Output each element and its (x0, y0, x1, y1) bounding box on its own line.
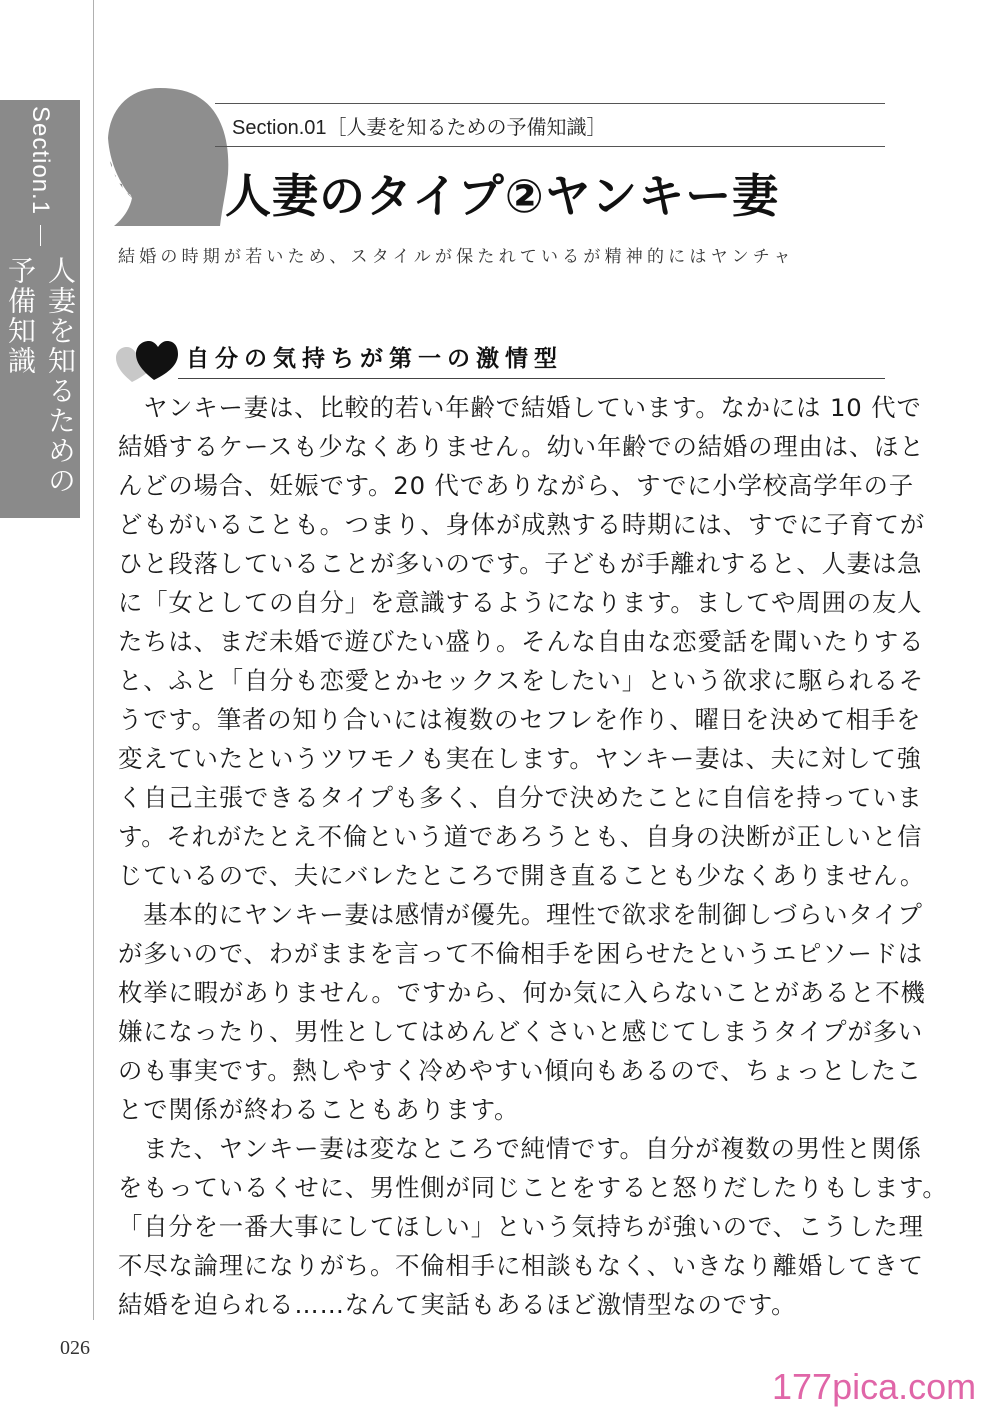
body-line: 結婚を迫られる……なんて実話もあるほど激情型なのです。 (118, 1290, 797, 1319)
body-line: す。それがたとえ不倫という道であろうとも、自身の決断が正しいと信 (118, 822, 923, 851)
body-line: ひと段落していることが多いのです。子どもが手離れすると、人妻は急 (118, 549, 923, 578)
body-line: が多いので、わがままを言って不倫相手を困らせたというエピソードは (118, 939, 924, 968)
section-label: Section.01［人妻を知るための予備知識］ (232, 117, 607, 139)
header-rule-top (215, 103, 885, 104)
body-line: に「女としての自分」を意識するようになります。ましてや周囲の友人 (118, 588, 923, 617)
body-line: 「自分を一番大事にしてほしい」という気持ちが強いので、こうした理 (118, 1212, 924, 1241)
body-line: ヤンキー妻は、比較的若い年齢で結婚しています。なかには 10 代で (118, 393, 922, 422)
body-line: たちは、まだ未婚で遊びたい盛り。そんな自由な恋愛話を聞いたりする (118, 627, 925, 656)
body-line: うです。筆者の知り合いには複数のセフレを作り、曜日を決めて相手を (118, 705, 922, 734)
body-line: とで関係が終わることもあります。 (118, 1095, 520, 1124)
body-line: 結婚するケースも少なくありません。幼い年齢での結婚の理由は、ほと (118, 432, 925, 461)
body-line: のも事実です。熱しやすく冷めやすい傾向もあるので、ちょっとしたこ (118, 1056, 922, 1085)
body-line: どもがいることも。つまり、身体が成熟する時期には、すでに子育てが (118, 510, 926, 539)
watermark: 177pica.com (772, 1366, 977, 1407)
side-tab-chapter-title: 人妻を知るための予備知識 (4, 255, 77, 496)
body-line: んどの場合、妊娠です。20 代でありながら、すでに小学校高学年の子 (118, 471, 915, 500)
body-line: 不尽な論理になりがち。不倫相手に相談もなく、いきなり離婚してきて (118, 1251, 924, 1280)
page-subtitle: 結婚の時期が若いため、スタイルが保たれているが精神的にはヤンチャ (118, 247, 795, 267)
body-line: と、ふと「自分も恋愛とかセックスをしたい」という欲求に駆られるそ (118, 666, 925, 695)
body-line: 変えていたというツワモノも実在します。ヤンキー妻は、夫に対して強 (118, 744, 922, 773)
body-line: く自己主張できるタイプも多く、自分で決めたことに自信を持っていま (118, 783, 923, 812)
section-subheading: 自分の気持ちが第一の激情型 (186, 346, 563, 372)
body-line: じているので、夫にバレたところで開き直ることも少なくありません。 (118, 861, 926, 890)
two-hearts-icon (116, 338, 178, 382)
side-tab-section-number: Section.1 (27, 106, 54, 216)
section-side-tab (0, 100, 80, 518)
header-rule-middle (215, 146, 885, 147)
body-text (118, 388, 948, 1324)
body-line: 基本的にヤンキー妻は感情が優先。理性で欲求を制御しづらいタイプ (118, 900, 923, 929)
subheading-rule (178, 378, 885, 379)
page-title: 人妻のタイプ②ヤンキー妻 (225, 169, 780, 223)
page-number: 026 (60, 1337, 90, 1359)
body-line: をもっているくせに、男性側が同じことをすると怒りだしたりもします。 (118, 1173, 948, 1202)
body-line: 枚挙に暇がありません。ですから、何か気に入らないことがあると不機 (118, 978, 926, 1007)
side-tab-text (0, 100, 80, 518)
side-tab-divider (40, 225, 41, 245)
margin-rule (93, 0, 94, 1320)
body-line: また、ヤンキー妻は変なところで純情です。自分が複数の男性と関係 (118, 1134, 922, 1163)
body-line: 嫌になったり、男性としてはめんどくさいと感じてしまうタイプが多い (118, 1017, 924, 1046)
woman-silhouette-icon (100, 82, 230, 232)
